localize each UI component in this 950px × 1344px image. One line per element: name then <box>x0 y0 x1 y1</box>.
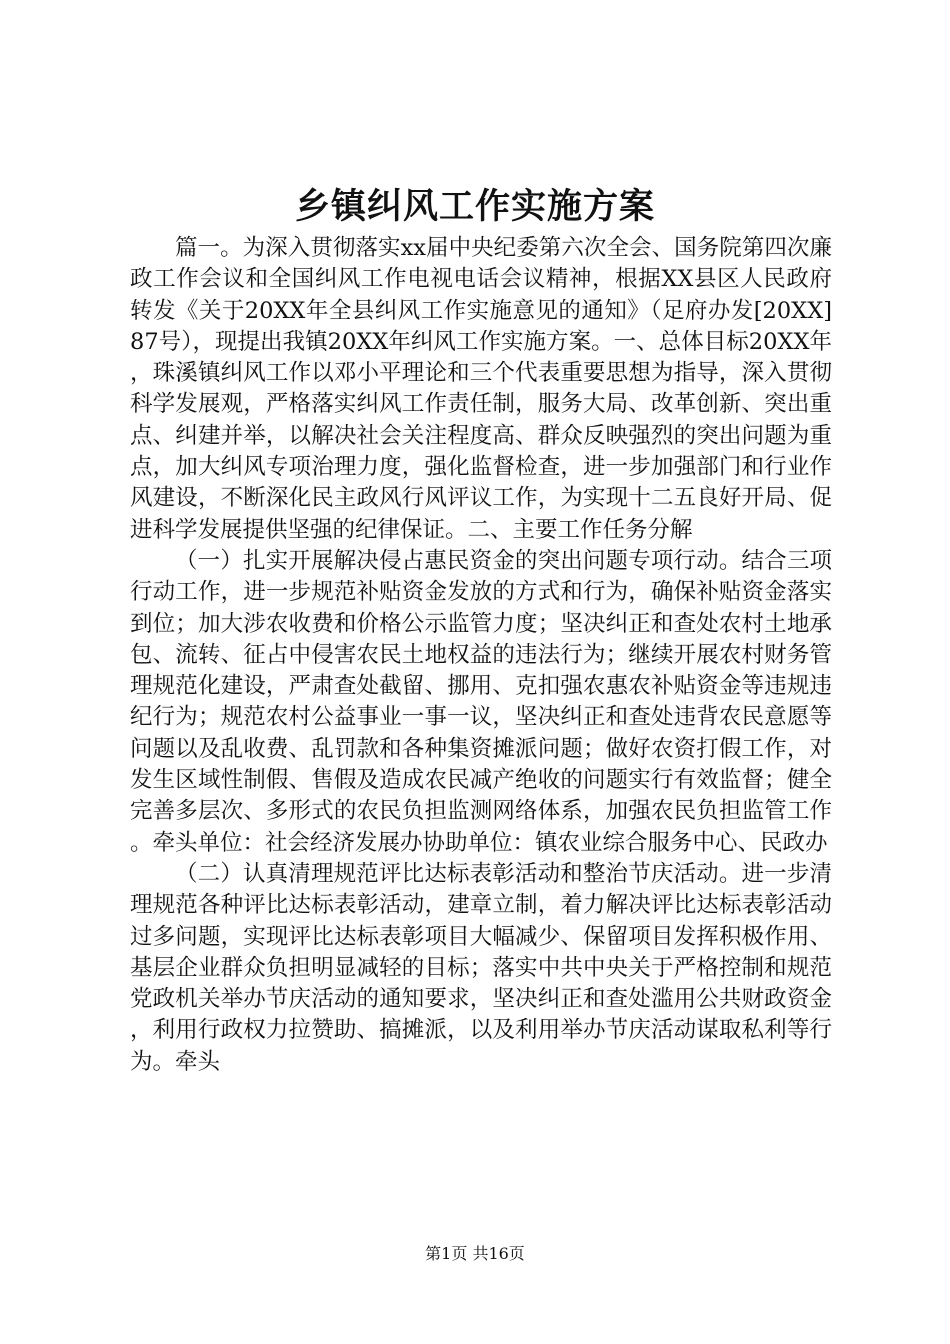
document-body <box>130 233 832 1078</box>
paragraph-task-1: （一）扎实开展解决侵占惠民资金的突出问题专项行动。结合三项行动工作，进一步规范补贴资金发放的方式和行为，确保补贴资金落实到位；加大涉农收费和价格公示监管力度；坚决纠正和查处农村土地承包、流转、征占中侵害农民土地权益的违法行为；继续开展农村财务管理规范化建设，严肃查处截留、挪用、克扣强农惠农补贴资金等违规违纪行为；规范农村公益事业一事一议，坚决纠正和查处违背农民意愿等问题以及乱收费、乱罚款和各种集资摊派问题；做好农资打假工作，对发生区域性制假、售假及造成农民减产绝收的问题实行有效监督；健全完善多层次、多形式的农民负担监测网络体系，加强农民负担监管工作。牵头单位：社会经济发展办协助单位：镇农业综合服务中心、民政办 <box>130 547 832 856</box>
document-title: 乡镇纠风工作实施方案 <box>294 186 655 227</box>
paragraph-intro: 篇一。为深入贯彻落实xx届中央纪委第六次全会、国务院第四次廉政工作会议和全国纠风工作电视电话会议精神，根据XX县区人民政府转发《关于20XX年全县纠风工作实施意见的通知》（足府办发[20XX]87号），现提出我镇20XX年纠风工作实施方案。一、总体目标20XX年，珠溪镇纠风工作以邓小平理论和三个代表重要思想为指导，深入贯彻科学发展观，严格落实纠风工作责任制，服务大局、改革创新、突出重点、纠建并举，以解决社会关注程度高、群众反映强烈的突出问题为重点，加大纠风专项治理力度，强化监督检查，进一步加强部门和行业作风建设，不断深化民主政风行风评议工作，为实现十二五良好开局、促进科学发展提供坚强的纪律保证。二、主要工作任务分解 <box>130 235 832 543</box>
paragraph-task-2: （二）认真清理规范评比达标表彰活动和整治节庆活动。进一步清理规范各种评比达标表彰活动，建章立制，着力解决评比达标表彰活动过多问题，实现评比达标表彰项目大幅减少、保留项目发挥积极作用、基层企业群众负担明显减轻的目标；落实中共中央关于严格控制和规范党政机关举办节庆活动的通知要求，坚决纠正和查处滥用公共财政资金，利用行政权力拉赞助、搞摊派，以及利用举办节庆活动谋取私利等行为。牵头 <box>130 860 832 1075</box>
page-footer: 第1页 共16页 <box>425 1244 525 1263</box>
